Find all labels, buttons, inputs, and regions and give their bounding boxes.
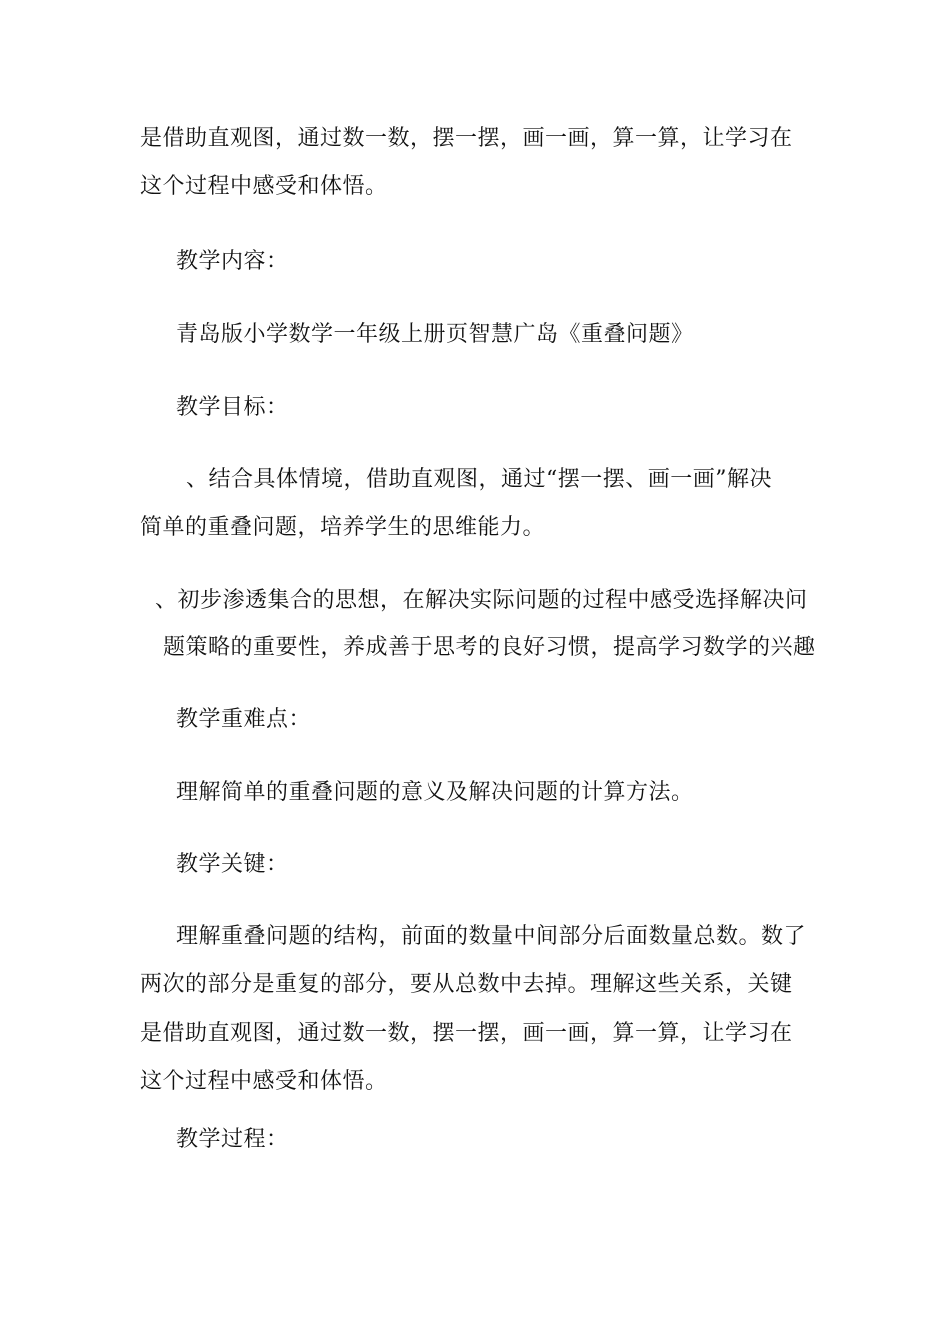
- objective-2-line: 题策略的重要性，养成善于思考的良好习惯，提高学习数学的兴趣: [163, 635, 816, 660]
- paragraph-line: 是借助直观图，通过数一数，摆一摆，画一画，算一算，让学习在: [140, 1021, 793, 1046]
- objective-2-line: 、初步渗透集合的思想，在解决实际问题的过程中感受选择解决问: [155, 588, 808, 613]
- paragraph-line: 理解重叠问题的结构，前面的数量中间部分后面数量总数。数了: [176, 924, 807, 949]
- paragraph-line: 这个过程中感受和体悟。: [140, 174, 388, 199]
- section-heading-objectives: 教学目标：: [176, 395, 289, 420]
- objective-1-line: 简单的重叠问题，培养学生的思维能力。: [140, 515, 546, 540]
- paragraph-line: 青岛版小学数学一年级上册页智慧广岛《重叠问题》: [176, 322, 694, 347]
- paragraph-line: 两次的部分是重复的部分，要从总数中去掉。理解这些关系，关键: [140, 972, 793, 997]
- section-heading-key-points: 教学关键：: [176, 852, 289, 877]
- paragraph-line: 理解简单的重叠问题的意义及解决问题的计算方法。: [176, 780, 694, 805]
- section-heading-key-difficulties: 教学重难点：: [176, 707, 312, 732]
- paragraph-line: 这个过程中感受和体悟。: [140, 1069, 388, 1094]
- section-heading-content: 教学内容：: [176, 249, 289, 274]
- objective-1-line: 、结合具体情境，借助直观图，通过“摆一摆、画一画”解决: [186, 467, 772, 492]
- paragraph-line: 是借助直观图，通过数一数，摆一摆，画一画，算一算，让学习在: [140, 126, 793, 151]
- section-heading-process: 教学过程：: [176, 1127, 289, 1152]
